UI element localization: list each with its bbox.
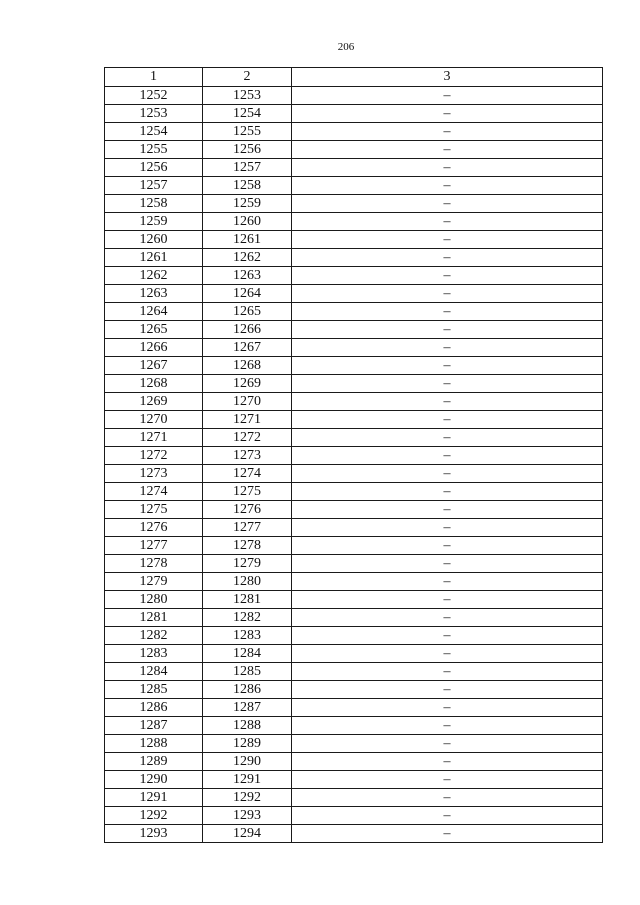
- table-row: [105, 483, 603, 501]
- table-cell-col3: –: [292, 141, 603, 159]
- table-cell-col3: –: [292, 411, 603, 429]
- table-cell-col2: 1276: [203, 501, 292, 519]
- table-cell-col2: 1284: [203, 645, 292, 663]
- table-cell-col1: 1292: [105, 807, 203, 825]
- page-number: 206: [337, 41, 355, 53]
- table-cell-col2: 1272: [203, 429, 292, 447]
- table-cell-col1: 1255: [105, 141, 203, 159]
- table-cell-col2: 1256: [203, 141, 292, 159]
- table-cell-col2: 1277: [203, 519, 292, 537]
- column-header-2: 2: [203, 68, 292, 87]
- table-cell-col1: 1276: [105, 519, 203, 537]
- table-cell-col3: –: [292, 159, 603, 177]
- table-row: [105, 627, 603, 645]
- table-row: [105, 717, 603, 735]
- table-row: [105, 771, 603, 789]
- table-cell-col1: 1259: [105, 213, 203, 231]
- table-cell-col1: 1287: [105, 717, 203, 735]
- table-cell-col3: –: [292, 699, 603, 717]
- table-cell-col3: –: [292, 393, 603, 411]
- table-cell-col1: 1273: [105, 465, 203, 483]
- table-cell-col1: 1262: [105, 267, 203, 285]
- table-cell-col3: –: [292, 213, 603, 231]
- table-cell-col1: 1253: [105, 105, 203, 123]
- table-cell-col3: –: [292, 177, 603, 195]
- table-cell-col2: 1293: [203, 807, 292, 825]
- table-row: [105, 537, 603, 555]
- table-cell-col2: 1285: [203, 663, 292, 681]
- table-cell-col1: 1284: [105, 663, 203, 681]
- table-row: [105, 393, 603, 411]
- table-row: [105, 753, 603, 771]
- table-cell-col3: –: [292, 771, 603, 789]
- table-cell-col2: 1269: [203, 375, 292, 393]
- table-cell-col2: 1286: [203, 681, 292, 699]
- table-cell-col2: 1268: [203, 357, 292, 375]
- table-row: [105, 735, 603, 753]
- table-cell-col1: 1279: [105, 573, 203, 591]
- table-cell-col1: 1286: [105, 699, 203, 717]
- table-row: [105, 87, 603, 105]
- table-cell-col3: –: [292, 465, 603, 483]
- table-cell-col3: –: [292, 555, 603, 573]
- table-row: [105, 123, 603, 141]
- table-cell-col3: –: [292, 627, 603, 645]
- table-cell-col1: 1291: [105, 789, 203, 807]
- table-cell-col3: –: [292, 87, 603, 105]
- table-cell-col2: 1271: [203, 411, 292, 429]
- table-cell-col2: 1273: [203, 447, 292, 465]
- table-cell-col2: 1270: [203, 393, 292, 411]
- table-row: [105, 807, 603, 825]
- table-cell-col2: 1267: [203, 339, 292, 357]
- table-row: [105, 609, 603, 627]
- table-row: [105, 591, 603, 609]
- table-cell-col3: –: [292, 717, 603, 735]
- table-cell-col1: 1256: [105, 159, 203, 177]
- table-row: [105, 195, 603, 213]
- table-body: [105, 87, 603, 843]
- table-cell-col1: 1275: [105, 501, 203, 519]
- table-cell-col3: –: [292, 339, 603, 357]
- table-row: [105, 429, 603, 447]
- table-row: [105, 411, 603, 429]
- table-row: [105, 465, 603, 483]
- column-header-3: 3: [292, 68, 603, 87]
- table-row: [105, 213, 603, 231]
- table-cell-col1: 1269: [105, 393, 203, 411]
- table-cell-col1: 1258: [105, 195, 203, 213]
- table-cell-col1: 1290: [105, 771, 203, 789]
- table-cell-col3: –: [292, 267, 603, 285]
- table-row: [105, 267, 603, 285]
- table-row: [105, 231, 603, 249]
- table-cell-col3: –: [292, 123, 603, 141]
- table-row: [105, 357, 603, 375]
- table-cell-col3: –: [292, 447, 603, 465]
- table-cell-col1: 1293: [105, 825, 203, 843]
- table-cell-col1: 1267: [105, 357, 203, 375]
- table-row: [105, 789, 603, 807]
- table-cell-col2: 1279: [203, 555, 292, 573]
- table-cell-col3: –: [292, 591, 603, 609]
- table-cell-col3: –: [292, 537, 603, 555]
- table-cell-col1: 1278: [105, 555, 203, 573]
- table-cell-col1: 1268: [105, 375, 203, 393]
- table-cell-col1: 1254: [105, 123, 203, 141]
- table-row: [105, 249, 603, 267]
- table-cell-col1: 1263: [105, 285, 203, 303]
- table-cell-col3: –: [292, 483, 603, 501]
- table-cell-col2: 1280: [203, 573, 292, 591]
- table-cell-col2: 1292: [203, 789, 292, 807]
- table-row: [105, 159, 603, 177]
- table-cell-col3: –: [292, 753, 603, 771]
- data-table: [104, 67, 603, 843]
- table-cell-col2: 1255: [203, 123, 292, 141]
- table-cell-col1: 1289: [105, 753, 203, 771]
- table-cell-col2: 1275: [203, 483, 292, 501]
- table-cell-col2: 1254: [203, 105, 292, 123]
- table-cell-col1: 1281: [105, 609, 203, 627]
- table-cell-col2: 1262: [203, 249, 292, 267]
- table-cell-col3: –: [292, 573, 603, 591]
- table-row: [105, 177, 603, 195]
- table-cell-col2: 1266: [203, 321, 292, 339]
- table-row: [105, 105, 603, 123]
- table-row: [105, 573, 603, 591]
- table-cell-col3: –: [292, 375, 603, 393]
- table-cell-col3: –: [292, 645, 603, 663]
- table-cell-col2: 1263: [203, 267, 292, 285]
- table-row: [105, 141, 603, 159]
- table-row: [105, 681, 603, 699]
- table-cell-col2: 1288: [203, 717, 292, 735]
- table-cell-col1: 1270: [105, 411, 203, 429]
- table-cell-col1: 1282: [105, 627, 203, 645]
- table-cell-col3: –: [292, 663, 603, 681]
- table-cell-col2: 1259: [203, 195, 292, 213]
- table-cell-col2: 1258: [203, 177, 292, 195]
- table-cell-col1: 1260: [105, 231, 203, 249]
- table-row: [105, 825, 603, 843]
- column-header-1: 1: [105, 68, 203, 87]
- table-cell-col1: 1252: [105, 87, 203, 105]
- table-cell-col3: –: [292, 735, 603, 753]
- table-cell-col3: –: [292, 789, 603, 807]
- table-cell-col2: 1278: [203, 537, 292, 555]
- table-row: [105, 519, 603, 537]
- table-cell-col3: –: [292, 807, 603, 825]
- table-row: [105, 375, 603, 393]
- table-cell-col3: –: [292, 195, 603, 213]
- table-cell-col2: 1291: [203, 771, 292, 789]
- table-cell-col2: 1261: [203, 231, 292, 249]
- table-cell-col1: 1264: [105, 303, 203, 321]
- table-row: [105, 699, 603, 717]
- table-cell-col2: 1253: [203, 87, 292, 105]
- table-cell-col3: –: [292, 357, 603, 375]
- table-cell-col1: 1266: [105, 339, 203, 357]
- table-cell-col3: –: [292, 285, 603, 303]
- table-cell-col2: 1283: [203, 627, 292, 645]
- table-row: [105, 663, 603, 681]
- table-cell-col1: 1283: [105, 645, 203, 663]
- table-row: [105, 339, 603, 357]
- table-cell-col3: –: [292, 825, 603, 843]
- table-cell-col1: 1257: [105, 177, 203, 195]
- table-cell-col1: 1288: [105, 735, 203, 753]
- table-cell-col2: 1281: [203, 591, 292, 609]
- table-row: [105, 447, 603, 465]
- table-cell-col1: 1261: [105, 249, 203, 267]
- table-cell-col3: –: [292, 105, 603, 123]
- table-cell-col3: –: [292, 429, 603, 447]
- table-cell-col1: 1265: [105, 321, 203, 339]
- table-row: [105, 645, 603, 663]
- table-row: [105, 555, 603, 573]
- table-cell-col2: 1287: [203, 699, 292, 717]
- table-cell-col2: 1274: [203, 465, 292, 483]
- table-row: [105, 321, 603, 339]
- table-cell-col1: 1277: [105, 537, 203, 555]
- table-cell-col2: 1282: [203, 609, 292, 627]
- table-cell-col2: 1257: [203, 159, 292, 177]
- table-cell-col2: 1289: [203, 735, 292, 753]
- table-header-row: [105, 68, 603, 87]
- table-cell-col3: –: [292, 321, 603, 339]
- table-cell-col1: 1271: [105, 429, 203, 447]
- table-cell-col3: –: [292, 303, 603, 321]
- table-cell-col3: –: [292, 501, 603, 519]
- table-cell-col3: –: [292, 519, 603, 537]
- table-cell-col2: 1294: [203, 825, 292, 843]
- table-cell-col3: –: [292, 609, 603, 627]
- table-cell-col2: 1264: [203, 285, 292, 303]
- table-cell-col1: 1280: [105, 591, 203, 609]
- table-cell-col3: –: [292, 231, 603, 249]
- table-cell-col2: 1260: [203, 213, 292, 231]
- table-cell-col1: 1272: [105, 447, 203, 465]
- table-cell-col2: 1290: [203, 753, 292, 771]
- table-row: [105, 303, 603, 321]
- table-row: [105, 501, 603, 519]
- table-cell-col3: –: [292, 681, 603, 699]
- table-cell-col3: –: [292, 249, 603, 267]
- table-cell-col2: 1265: [203, 303, 292, 321]
- table-cell-col1: 1274: [105, 483, 203, 501]
- table-cell-col1: 1285: [105, 681, 203, 699]
- table-row: [105, 285, 603, 303]
